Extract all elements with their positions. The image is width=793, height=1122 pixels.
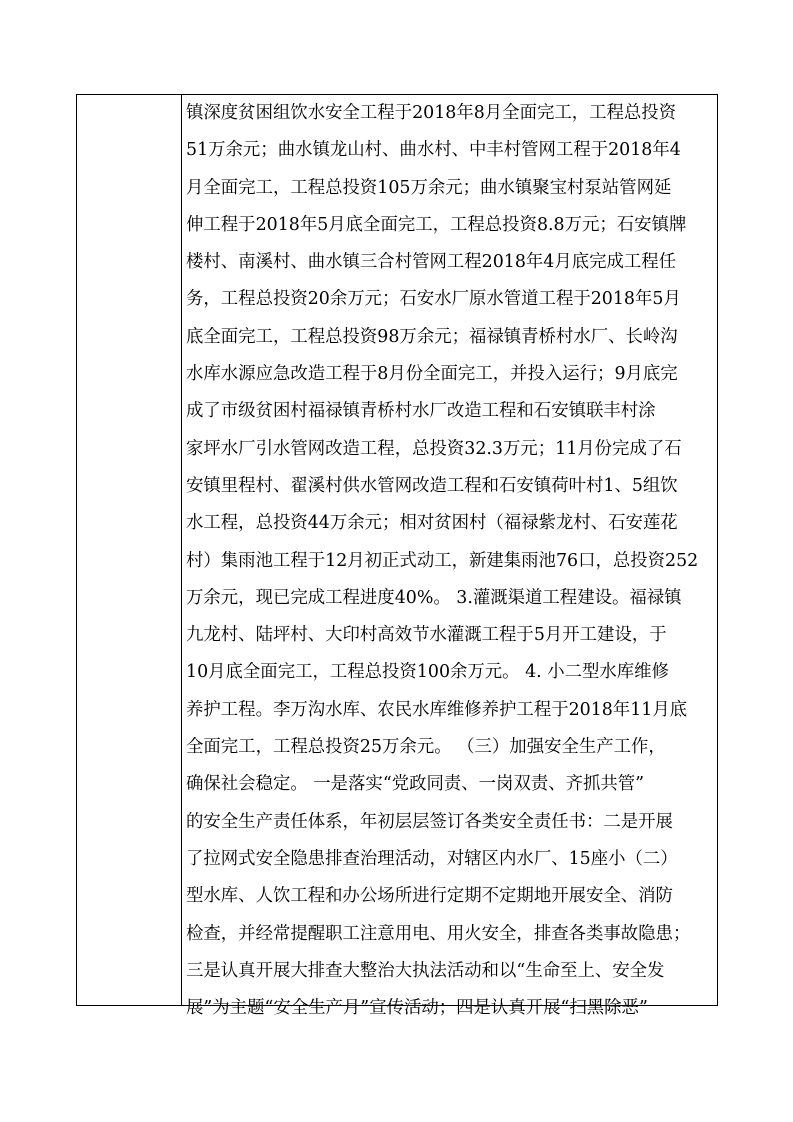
- text-line: 九龙村、陆坪村、大印村高效节水灌溉工程于5月开工建设，于: [186, 625, 667, 646]
- text-line: 镇深度贫困组饮水安全工程于2018年8月全面完工，工程总投资: [186, 103, 677, 123]
- content-cell: [186, 95, 713, 1027]
- text-line: 安镇里程村、翟溪村供水管网改造工程和石安镇荷叶村1、5组饮: [186, 475, 678, 496]
- text-line: 务，工程总投资20余万元；石安水厂原水管道工程于2018年5月: [186, 289, 681, 310]
- text-line: 三是认真开展大排查大整治大执法活动和以“生命至上、安全发: [186, 960, 665, 981]
- text-line: 万余元，现已完成工程进度40%。 3.灌溉渠道工程建设。福禄镇: [186, 587, 682, 608]
- text-line: 月全面完工，工程总投资105万余元；曲水镇聚宝村泵站管网延: [186, 177, 672, 198]
- text-line: 家坪水厂引水管网改造工程，总投资32.3万元；11月份完成了石: [186, 438, 682, 459]
- text-line: 伸工程于2018年5月底全面完工，工程总投资8.8万元；石安镇牌: [186, 214, 687, 235]
- text-line: 成了市级贫困村福禄镇青桥村水厂改造工程和石安镇联丰村涂: [186, 401, 656, 422]
- text-line: 确保社会稳定。 一是落实“党政同责、一岗双责、齐抓共管”: [186, 774, 645, 795]
- text-line: 底全面完工，工程总投资98万余元；福禄镇青桥村水厂、长岭沟: [186, 326, 678, 347]
- text-line: 楼村、南溪村、曲水镇三合村管网工程2018年4月底完成工程任: [186, 252, 677, 273]
- label-column-cell: [77, 95, 182, 1005]
- text-line: 养护工程。李万沟水库、农民水库维修养护工程于2018年11月底: [186, 699, 688, 720]
- text-line: 51万余元；曲水镇龙山村、曲水村、中丰村管网工程于2018年4: [186, 140, 681, 161]
- text-line: 10月底全面完工，工程总投资100余万元。 4. 小二型水库维修: [186, 662, 669, 683]
- document-table: [76, 94, 718, 1019]
- text-line: 水工程，总投资44万余元；相对贫困村（福禄紫龙村、石安莲花: [186, 513, 678, 534]
- text-line: 村）集雨池工程于12月初正式动工，新建集雨池76口，总投资252: [186, 550, 699, 571]
- text-line: 的安全生产责任体系，年初层层签订各类安全责任书：二是开展: [186, 811, 673, 832]
- text-line: 全面完工，工程总投资25万余元。 （三）加强安全生产工作，: [186, 737, 666, 758]
- text-line: 展”为主题“安全生产月”宣传活动；四是认真开展“扫黑除恶”: [186, 998, 648, 1019]
- text-line: 检查，并经常提醒职工注意用电、用火安全，排查各类事故隐患；: [186, 923, 691, 944]
- text-line: 型水库、人饮工程和办公场所进行定期不定期地开展安全、消防: [186, 886, 673, 907]
- text-line: 了拉网式安全隐患排查治理活动，对辖区内水厂、15座小（二）: [186, 848, 678, 869]
- text-line: 水库水源应急改造工程于8月份全面完工，并投入运行；9月底完: [186, 364, 678, 385]
